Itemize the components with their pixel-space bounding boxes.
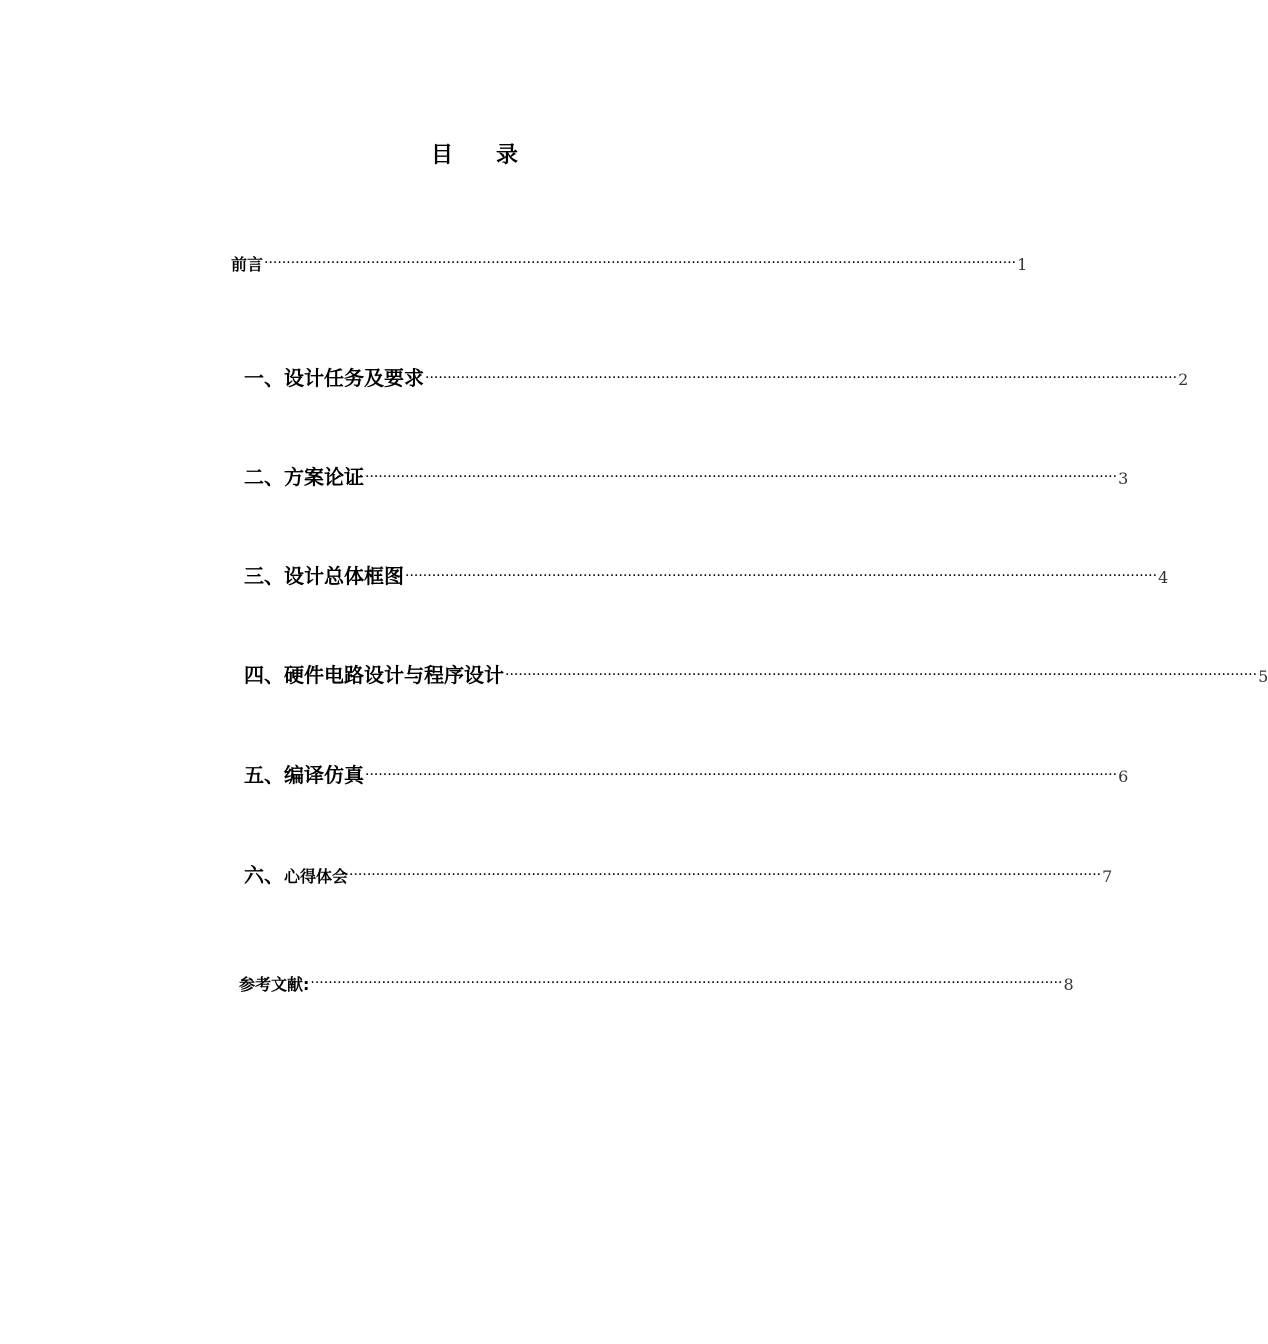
toc-entry-page-number: 6 [1118,767,1129,786]
toc-entry-page-number: 5 [1258,667,1268,686]
toc-entry-section-4[interactable] [244,659,1268,688]
toc-title-char-2: 录 [496,143,520,168]
toc-entry-page-number: 2 [1178,370,1189,389]
toc-entry-page-number: 3 [1118,469,1129,488]
toc-entry-page-number: 4 [1158,568,1169,587]
toc-entry-label [244,859,348,888]
toc-leader-dots: ········································································································································································· [425,370,1178,386]
toc-entry-references[interactable] [239,972,1074,995]
toc-leader-dots: ········································································································································································· [405,568,1158,584]
toc-entry-section-6[interactable] [244,859,1113,888]
toc-entry-label-text: 心得体会 [284,867,349,886]
toc-entry-label: 三、设计总体框图 [244,564,404,588]
toc-leader-dots: ········································································································································································· [310,975,1063,991]
toc-title [0,138,950,169]
toc-entry-section-5[interactable] [244,759,1129,788]
toc-leader-dots: ········································································································································································· [365,469,1118,485]
toc-entry-label: 参考文献: [239,975,310,994]
toc-leader-dots: ········································································································································································· [349,867,1102,883]
toc-entry-preface[interactable] [231,252,1028,275]
toc-entry-page-number: 7 [1102,867,1113,886]
toc-leader-dots: ········································································································································································· [505,667,1258,683]
toc-entry-label: 二、方案论证 [244,465,364,489]
toc-title-char-1: 目 [430,143,454,168]
toc-leader-dots: ········································································································································································· [264,255,1017,271]
toc-entry-label: 四、硬件电路设计与程序设计 [244,663,504,687]
toc-leader-dots: ········································································································································································· [365,767,1118,783]
toc-entry-section-1[interactable] [244,362,1189,391]
toc-entry-page-number: 8 [1063,975,1074,994]
toc-entry-section-2[interactable] [244,461,1129,490]
toc-entry-label: 五、编译仿真 [244,763,364,787]
toc-entry-label: 一、设计任务及要求 [244,366,424,390]
toc-entry-page-number: 1 [1017,255,1028,274]
toc-entry-section-3[interactable] [244,560,1169,589]
toc-entry-label-number: 六、 [244,863,284,887]
toc-entry-label: 前言 [231,255,264,274]
